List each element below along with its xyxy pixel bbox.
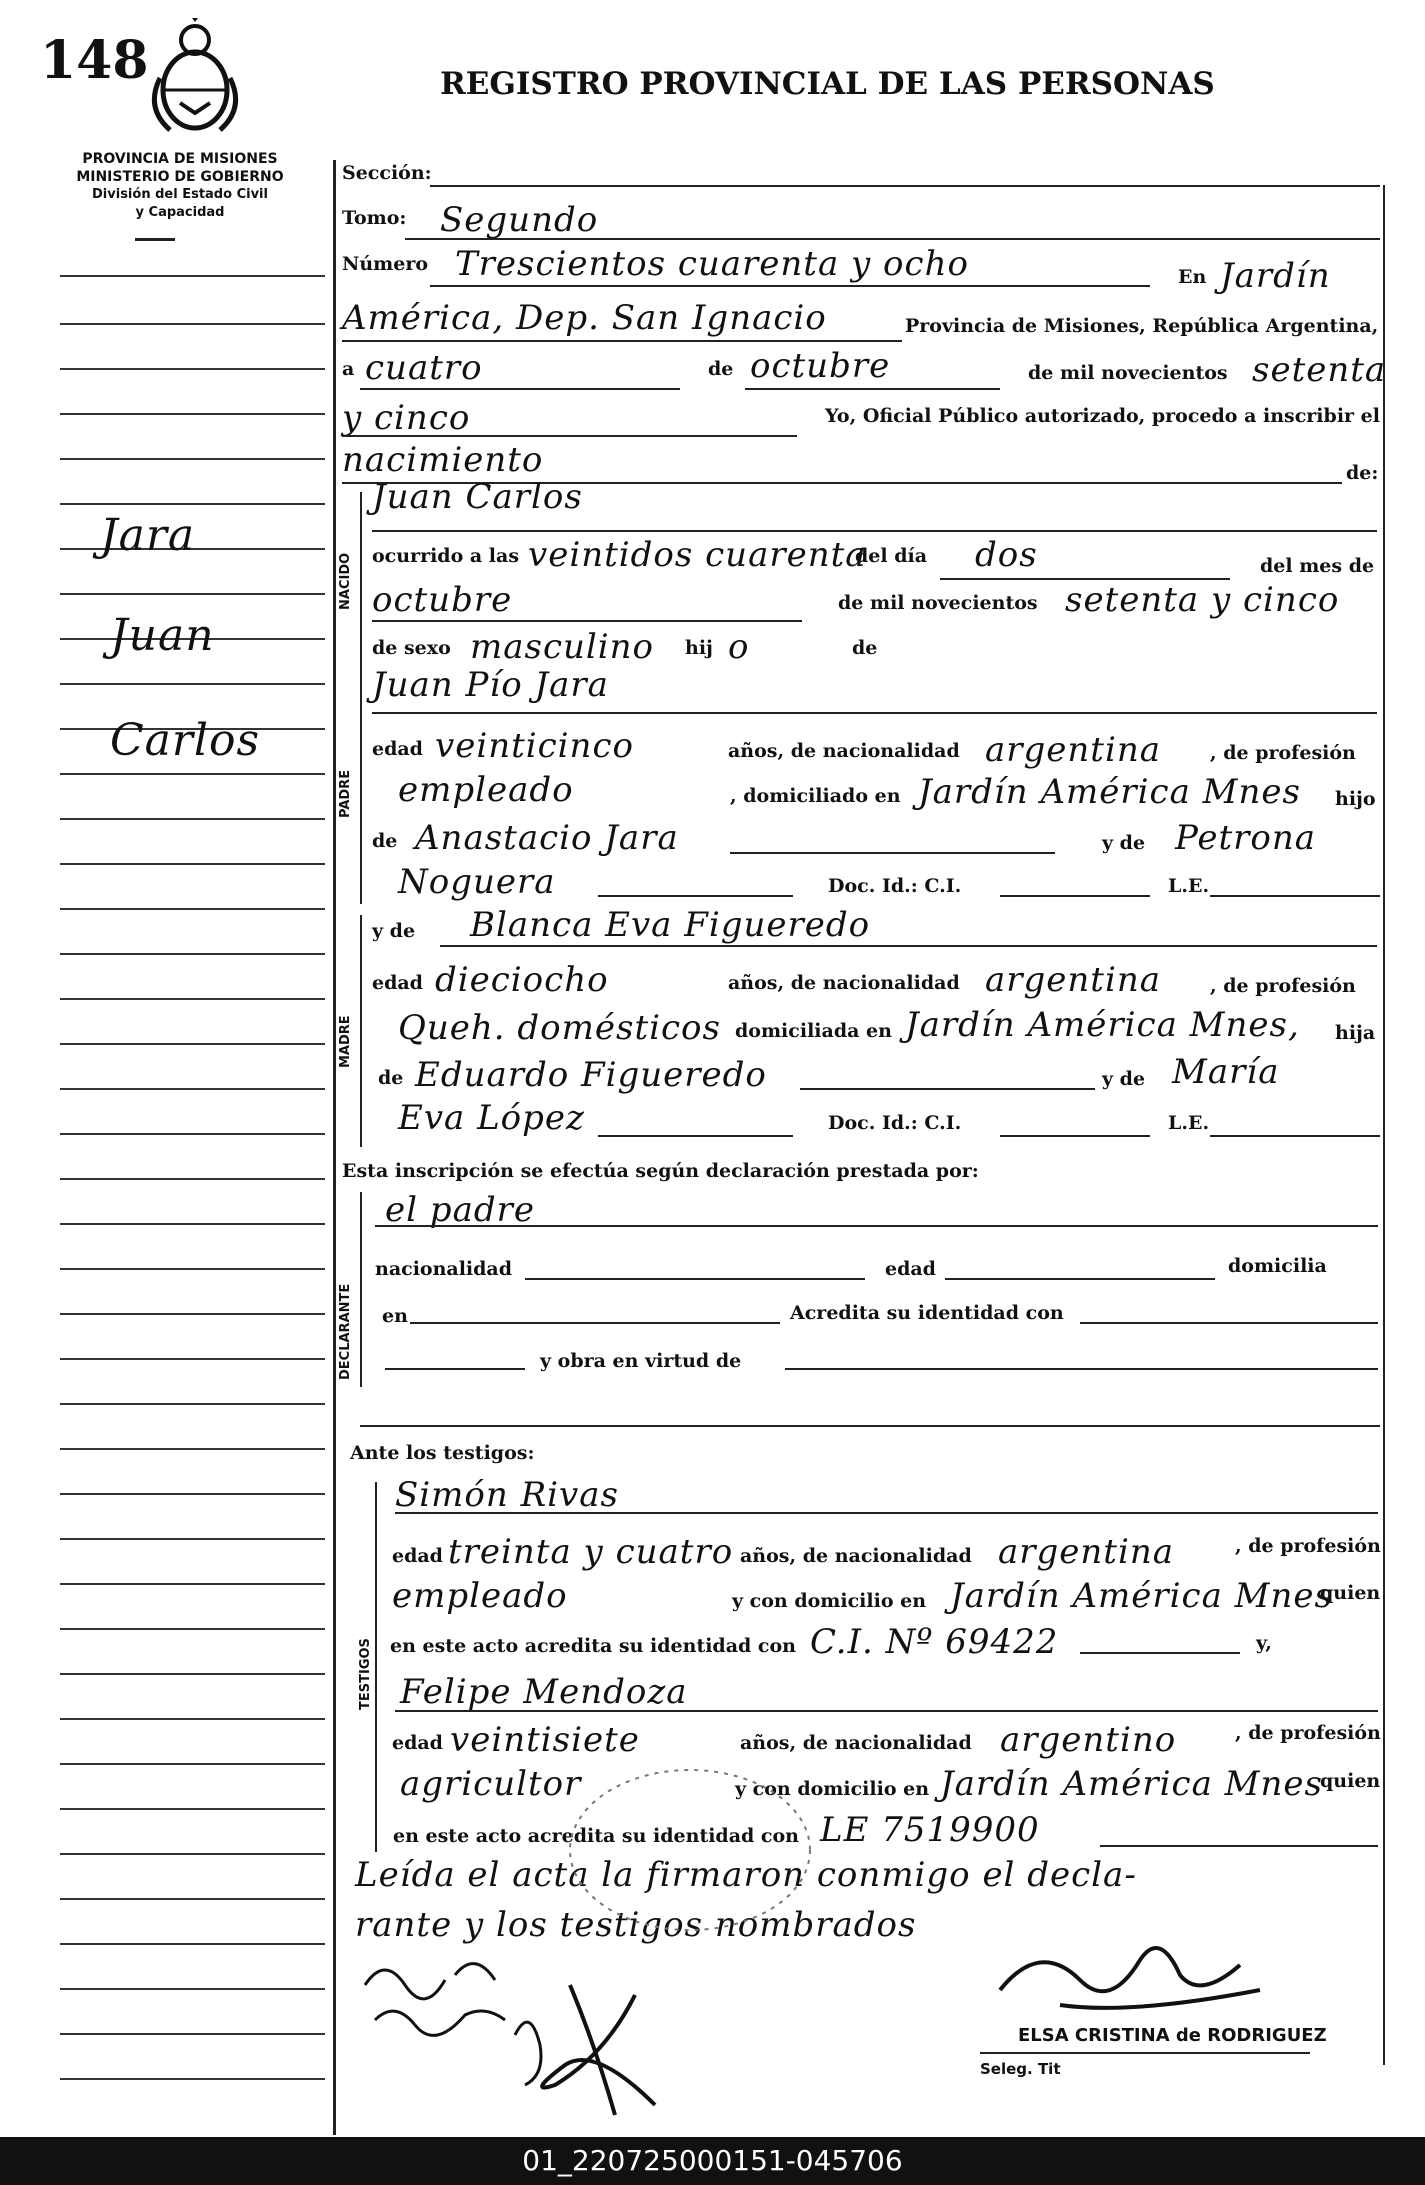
madre-label: MADRE	[338, 1015, 353, 1068]
witness-2-dom-label: y con domicilio en	[735, 1778, 930, 1800]
witness-2-edad-label: edad	[392, 1732, 443, 1754]
ocurrido-label: ocurrido a las	[372, 545, 520, 567]
padre-y-de: y de	[1102, 832, 1146, 854]
madre-dom-label: domiciliada en	[735, 1020, 892, 1042]
testigos-intro: Ante los testigos:	[350, 1442, 535, 1464]
padre-age: veinticinco	[435, 726, 634, 766]
declarante-edad-label: edad	[885, 1258, 936, 1280]
witness-2-id: LE 7519900	[820, 1810, 1040, 1850]
sex-value: masculino	[470, 627, 655, 667]
witness-2-prof-label: , de profesión	[1235, 1722, 1381, 1744]
witness-1-name: Simón Rivas	[395, 1475, 619, 1515]
hijo-label: hij	[685, 637, 713, 659]
tomo-label: Tomo:	[342, 207, 407, 229]
witness-1-id: C.I. Nº 69422	[810, 1622, 1059, 1662]
witness-1-age: treinta y cuatro	[448, 1532, 734, 1572]
madre-address: Jardín América Mnes,	[905, 1005, 1300, 1045]
padre-name: Juan Pío Jara	[372, 665, 609, 705]
witness-1-acredita-label: en este acto acredita su identidad con	[390, 1635, 796, 1657]
de-label: de	[708, 358, 734, 380]
en-label: En	[1178, 266, 1207, 288]
padre-mother-2: Noguera	[398, 862, 556, 902]
birth-year-value: setenta y cinco	[1065, 580, 1340, 620]
madre-edad-label: edad	[372, 972, 423, 994]
madre-le-label: L.E.	[1168, 1112, 1210, 1134]
declarante-name: el padre	[385, 1190, 535, 1230]
del-mes-label: del mes de	[1260, 555, 1375, 577]
witness-1-edad-label: edad	[392, 1545, 443, 1567]
padre-le-label: L.E.	[1168, 875, 1210, 897]
padre-prof-label: , de profesión	[1210, 742, 1356, 764]
a-label: a	[342, 358, 355, 380]
margin-surname: Jara	[100, 510, 196, 561]
madre-de-label: de	[378, 1067, 404, 1089]
declarante-nac-label: nacionalidad	[375, 1258, 513, 1280]
month-value: octubre	[750, 346, 891, 386]
padre-profession: empleado	[398, 770, 574, 810]
witness-2-acredita-label: en este acto acredita su identidad con	[393, 1825, 799, 1847]
hour-value: veintidos cuarenta	[528, 535, 867, 575]
padre-mother-1: Petrona	[1175, 818, 1317, 858]
numero-label: Número	[342, 253, 429, 275]
act-value: nacimiento	[342, 440, 544, 480]
official-signature-icon	[980, 1920, 1280, 2030]
margin-given-name-2: Carlos	[110, 715, 261, 766]
nacido-label: NACIDO	[338, 552, 353, 610]
madre-name: Blanca Eva Figueredo	[470, 905, 871, 945]
madre-y-de: y de	[372, 920, 416, 942]
witness-2-nationality: argentino	[1000, 1720, 1177, 1760]
witness-2-quien-label: quien	[1320, 1770, 1381, 1792]
declarante-label: DECLARANTE	[338, 1283, 353, 1380]
padre-edad-label: edad	[372, 738, 423, 760]
padre-address: Jardín América Mnes	[918, 772, 1301, 812]
madre-hija-label: hija	[1335, 1022, 1376, 1044]
padre-hijo-label: hijo	[1335, 788, 1376, 810]
del-dia-label: del día	[855, 545, 928, 567]
witness-1-y-label: y,	[1256, 1632, 1272, 1654]
witness-2-age: veintisiete	[450, 1720, 640, 1760]
nacido-de-label: de	[852, 637, 878, 659]
seccion-label: Sección:	[342, 162, 432, 184]
birth-day-value: dos	[975, 535, 1038, 575]
org-ministry: MINISTERIO DE GOBIERNO	[76, 169, 284, 185]
tomo-value: Segundo	[440, 200, 599, 240]
padre-dom-label: , domiciliado en	[730, 785, 901, 807]
org-block	[40, 150, 320, 222]
madre-prof-label: , de profesión	[1210, 975, 1356, 997]
seal-stamp-icon	[560, 1760, 820, 1940]
numero-value: Trescientos cuarenta y ocho	[455, 244, 969, 284]
year-text: de mil novecientos	[1028, 362, 1228, 384]
madre-age: dieciocho	[435, 960, 609, 1000]
witness-2-address: Jardín América Mnes	[940, 1764, 1323, 1804]
declarante-obra-label: y obra en virtud de	[540, 1350, 742, 1372]
witness-1-nac-label: años, de nacionalidad	[740, 1545, 972, 1567]
padre-doc-label: Doc. Id.: C.I.	[828, 875, 962, 897]
org-capacity: y Capacidad	[135, 205, 225, 220]
year-value-2: y cinco	[342, 398, 471, 438]
year-value-1: setenta	[1252, 350, 1387, 390]
witness-2-nac-label: años, de nacionalidad	[740, 1732, 972, 1754]
official-name-stamp: ELSA CRISTINA de RODRIGUEZ	[1018, 2025, 1327, 2046]
padre-de-label: de	[372, 830, 398, 852]
witness-2-name: Felipe Mendoza	[400, 1672, 688, 1712]
footer-bar	[0, 2137, 1425, 2185]
padre-nac-label: años, de nacionalidad	[728, 740, 960, 762]
org-division: División del Estado Civil	[92, 187, 268, 202]
day-value: cuatro	[365, 348, 483, 388]
madre-y-de-2: y de	[1102, 1068, 1146, 1090]
birth-month-value: octubre	[372, 580, 513, 620]
declarante-intro: Esta inscripción se efectúa según declaración prestada por:	[342, 1160, 979, 1182]
witness-1-quien-label: quien	[1320, 1582, 1381, 1604]
en-value: Jardín	[1220, 256, 1331, 296]
witness-1-dom-label: y con domicilio en	[732, 1590, 927, 1612]
closing-line-1: Leída el acta la firmaron conmigo el decla-	[355, 1855, 1137, 1895]
margin-given-name-1: Juan	[110, 610, 215, 661]
official-title: Seleg. Tit	[980, 2060, 1061, 2078]
nacido-name: Juan Carlos	[372, 477, 583, 517]
birth-year-text: de mil novecientos	[838, 592, 1038, 614]
declarante-dom-label: domicilia	[1228, 1255, 1327, 1277]
witness-2-profession: agricultor	[400, 1764, 582, 1804]
declarante-acredita-label: Acredita su identidad con	[790, 1302, 1064, 1324]
locality-value: América, Dep. San Ignacio	[342, 298, 827, 338]
official-text: Yo, Oficial Público autorizado, procedo a inscribir el	[825, 405, 1380, 427]
madre-nationality: argentina	[985, 960, 1162, 1000]
padre-label: PADRE	[338, 769, 353, 818]
madre-nac-label: años, de nacionalidad	[728, 972, 960, 994]
closing-line-2: rante y los testigos nombrados	[355, 1905, 917, 1945]
coat-of-arms-icon	[140, 18, 250, 143]
madre-mother-1: María	[1172, 1052, 1280, 1092]
madre-mother-2: Eva López	[398, 1098, 585, 1138]
footer-code: 01_220725000151-045706	[522, 2144, 903, 2177]
witness-1-prof-label: , de profesión	[1235, 1535, 1381, 1557]
witness-1-nationality: argentina	[998, 1532, 1175, 1572]
page-number: 148	[40, 30, 149, 91]
witness-1-address: Jardín América Mnes	[950, 1576, 1333, 1616]
madre-doc-label: Doc. Id.: C.I.	[828, 1112, 962, 1134]
de-colon: de:	[1346, 462, 1379, 484]
declarante-en-label: en	[382, 1305, 408, 1327]
sexo-label: de sexo	[372, 637, 451, 659]
madre-father: Eduardo Figueredo	[415, 1055, 767, 1095]
testigos-label: TESTIGOS	[358, 1638, 373, 1710]
declarant-signature-icon	[355, 1945, 735, 2125]
document-title: REGISTRO PROVINCIAL DE LAS PERSONAS	[440, 66, 1215, 102]
padre-father: Anastacio Jara	[415, 818, 679, 858]
hijo-suffix: o	[728, 627, 750, 667]
province-text: Provincia de Misiones, República Argentina,	[905, 315, 1379, 337]
org-province: PROVINCIA DE MISIONES	[82, 151, 278, 167]
madre-profession: Queh. domésticos	[398, 1008, 721, 1048]
padre-nationality: argentina	[985, 730, 1162, 770]
witness-1-profession: empleado	[392, 1576, 568, 1616]
